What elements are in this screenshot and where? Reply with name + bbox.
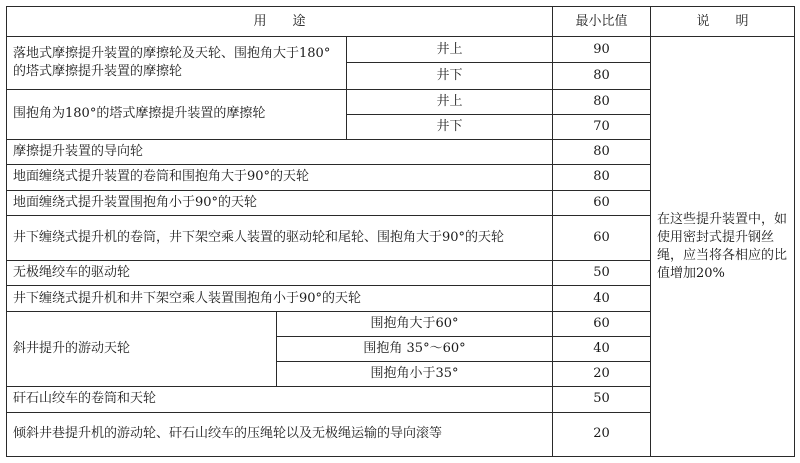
ratio-cell: 60 — [553, 311, 651, 336]
ratio-cell: 20 — [553, 412, 651, 457]
sub-cell: 围抱角 35°～60° — [277, 336, 553, 361]
usage-cell: 井下缠绕式提升机和井下架空乘人装置围抱角小于90°的天轮 — [7, 286, 553, 311]
sub-cell: 井上 — [347, 37, 553, 63]
sub-cell: 井下 — [347, 114, 553, 139]
table-row — [7, 37, 795, 63]
usage-cell: 围抱角为180°的塔式摩擦提升装置的摩擦轮 — [7, 89, 347, 139]
note-cell — [651, 37, 795, 457]
ratio-cell: 20 — [553, 362, 651, 387]
ratio-cell: 80 — [553, 140, 651, 165]
usage-cell: 井下缠绕式提升机的卷筒，井下架空乘人装置的驱动轮和尾轮、围抱角大于90°的天轮 — [7, 215, 553, 260]
usage-cell: 地面缠绕式提升装置围抱角小于90°的天轮 — [7, 190, 553, 215]
ratio-cell: 50 — [553, 261, 651, 286]
header-min-ratio: 最小比值 — [553, 7, 651, 37]
usage-cell: 摩擦提升装置的导向轮 — [7, 140, 553, 165]
sub-cell: 围抱角小于35° — [277, 362, 553, 387]
sub-cell: 井上 — [347, 89, 553, 114]
usage-cell: 斜井提升的游动天轮 — [7, 311, 277, 387]
ratio-cell: 40 — [553, 336, 651, 361]
usage-cell: 倾斜井巷提升机的游动轮、矸石山绞车的压绳轮以及无极绳运输的导向滚等 — [7, 412, 553, 457]
usage-cell: 无极绳绞车的驱动轮 — [7, 261, 553, 286]
header-note: 说 明 — [651, 7, 795, 37]
min-ratio-table — [6, 6, 795, 457]
sub-cell: 井下 — [347, 63, 553, 89]
usage-cell: 地面缠绕式提升装置的卷筒和围抱角大于90°的天轮 — [7, 165, 553, 190]
ratio-cell: 60 — [553, 190, 651, 215]
ratio-cell: 80 — [553, 165, 651, 190]
ratio-cell: 40 — [553, 286, 651, 311]
ratio-cell: 50 — [553, 387, 651, 412]
ratio-cell: 70 — [553, 114, 651, 139]
ratio-cell: 80 — [553, 63, 651, 89]
usage-cell: 落地式摩擦提升装置的摩擦轮及天轮、围抱角大于180°的塔式摩擦提升装置的摩擦轮 — [7, 37, 347, 89]
header-row — [7, 7, 795, 37]
sub-cell: 围抱角大于60° — [277, 311, 553, 336]
note-text: 在这些提升装置中，如使用密封式提升钢丝绳，应当将各相应的比值增加20% — [657, 211, 788, 281]
header-usage: 用 途 — [7, 7, 553, 37]
ratio-cell: 80 — [553, 89, 651, 114]
ratio-cell: 60 — [553, 215, 651, 260]
usage-cell: 矸石山绞车的卷筒和天轮 — [7, 387, 553, 412]
ratio-cell: 90 — [553, 37, 651, 63]
